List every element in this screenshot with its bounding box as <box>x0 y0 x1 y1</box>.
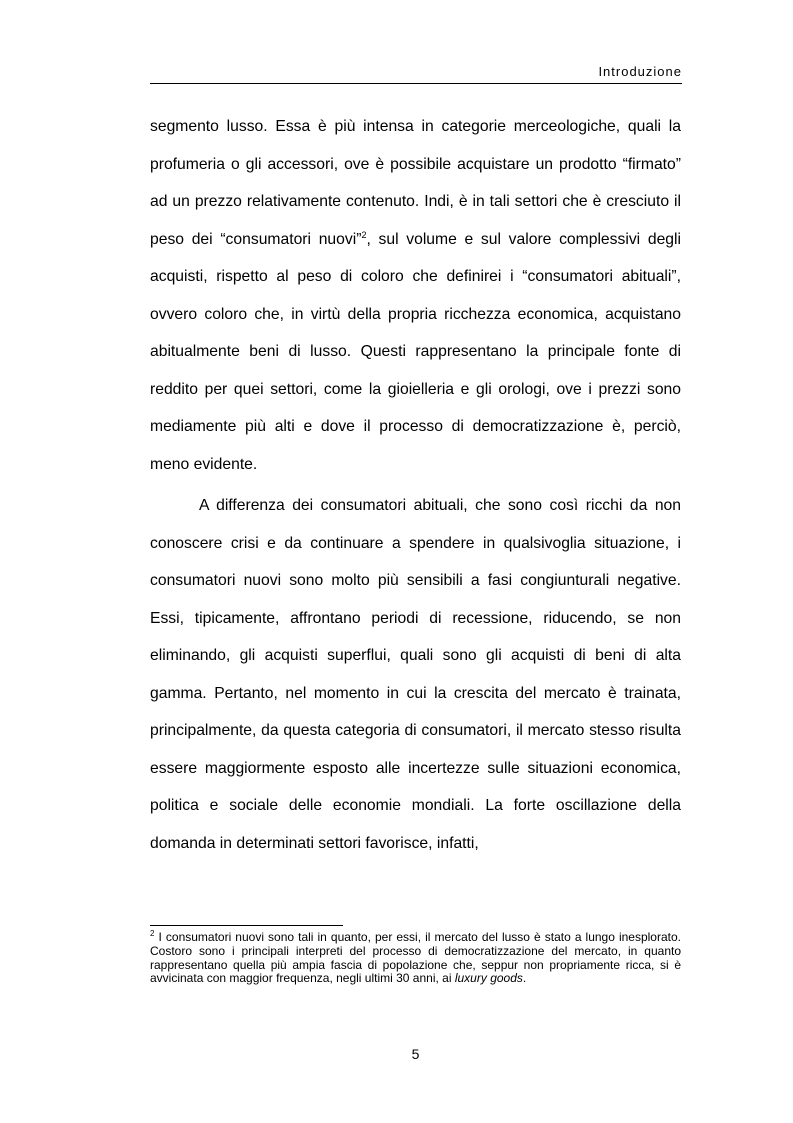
running-header <box>150 64 682 84</box>
footnote-italic-term: luxury goods <box>454 971 523 986</box>
paragraph-1-text-b: , sul volume e sul valore complessivi degli acquisti, rispetto al peso di coloro che definirei i “consumatori abituali”, ovvero coloro che, in virtù della propria ricchezza economica, acquistano abitualmente beni di lusso. Questi rappresentano la principale fonte di reddito per quei settori, come la gioielleria e gli orologi, ove i prezzi sono mediamente più alti e dove il processo di democratizzazione è, perciò, meno evidente. <box>150 230 681 473</box>
footnote-text: I consumatori nuovi sono tali in quanto, per essi, il mercato del lusso è stato a lungo inesplorato. Costoro sono i principali interpreti del processo di democratizzazione del mercato, in quanto rappresentano quella più ampia fascia di popolazione che, seppur non propriamente ricca, si è avvicinata con maggior frequenza, negli ultimi 30 anni, ai <box>150 930 681 986</box>
footnote-number: 2 <box>150 929 155 938</box>
footnote <box>150 931 681 986</box>
section-title: Introduzione <box>598 64 682 79</box>
footnote-reference: 2 <box>361 229 367 240</box>
body-text <box>150 108 681 862</box>
paragraph-2: A differenza dei consumatori abituali, che sono così ricchi da non conoscere crisi e da continuare a spendere in qualsivoglia situazione, i consumatori nuovi sono molto più sensibili a fasi congiunturali negative. Essi, tipicamente, affrontano periodi di recessione, riducendo, se non eliminando, gli acquisti superflui, quali sono gli acquisti di beni di alta gamma. Pertanto, nel momento in cui la crescita del mercato è trainata, principalmente, da questa categoria di consumatori, il mercato stesso risulta essere maggiormente esposto alle incertezze sulle situazioni economica, politica e sociale delle economie mondiali. La forte oscillazione della domanda in determinati settori favorisce, infatti, <box>150 497 681 852</box>
paragraph-1 <box>150 108 681 483</box>
footnote-separator <box>150 925 343 926</box>
footnote-end: . <box>522 971 527 986</box>
paragraph-1-text-a: segmento lusso. Essa è più intensa in categorie merceologiche, quali la profumeria o gli accessori, ove è possibile acquistare un prodotto “firmato” ad un prezzo relativamente contenuto. Indi, è in tali settori che è cresciuto il peso dei “consumatori nuovi” <box>150 118 681 248</box>
page-number: 5 <box>411 1046 420 1062</box>
